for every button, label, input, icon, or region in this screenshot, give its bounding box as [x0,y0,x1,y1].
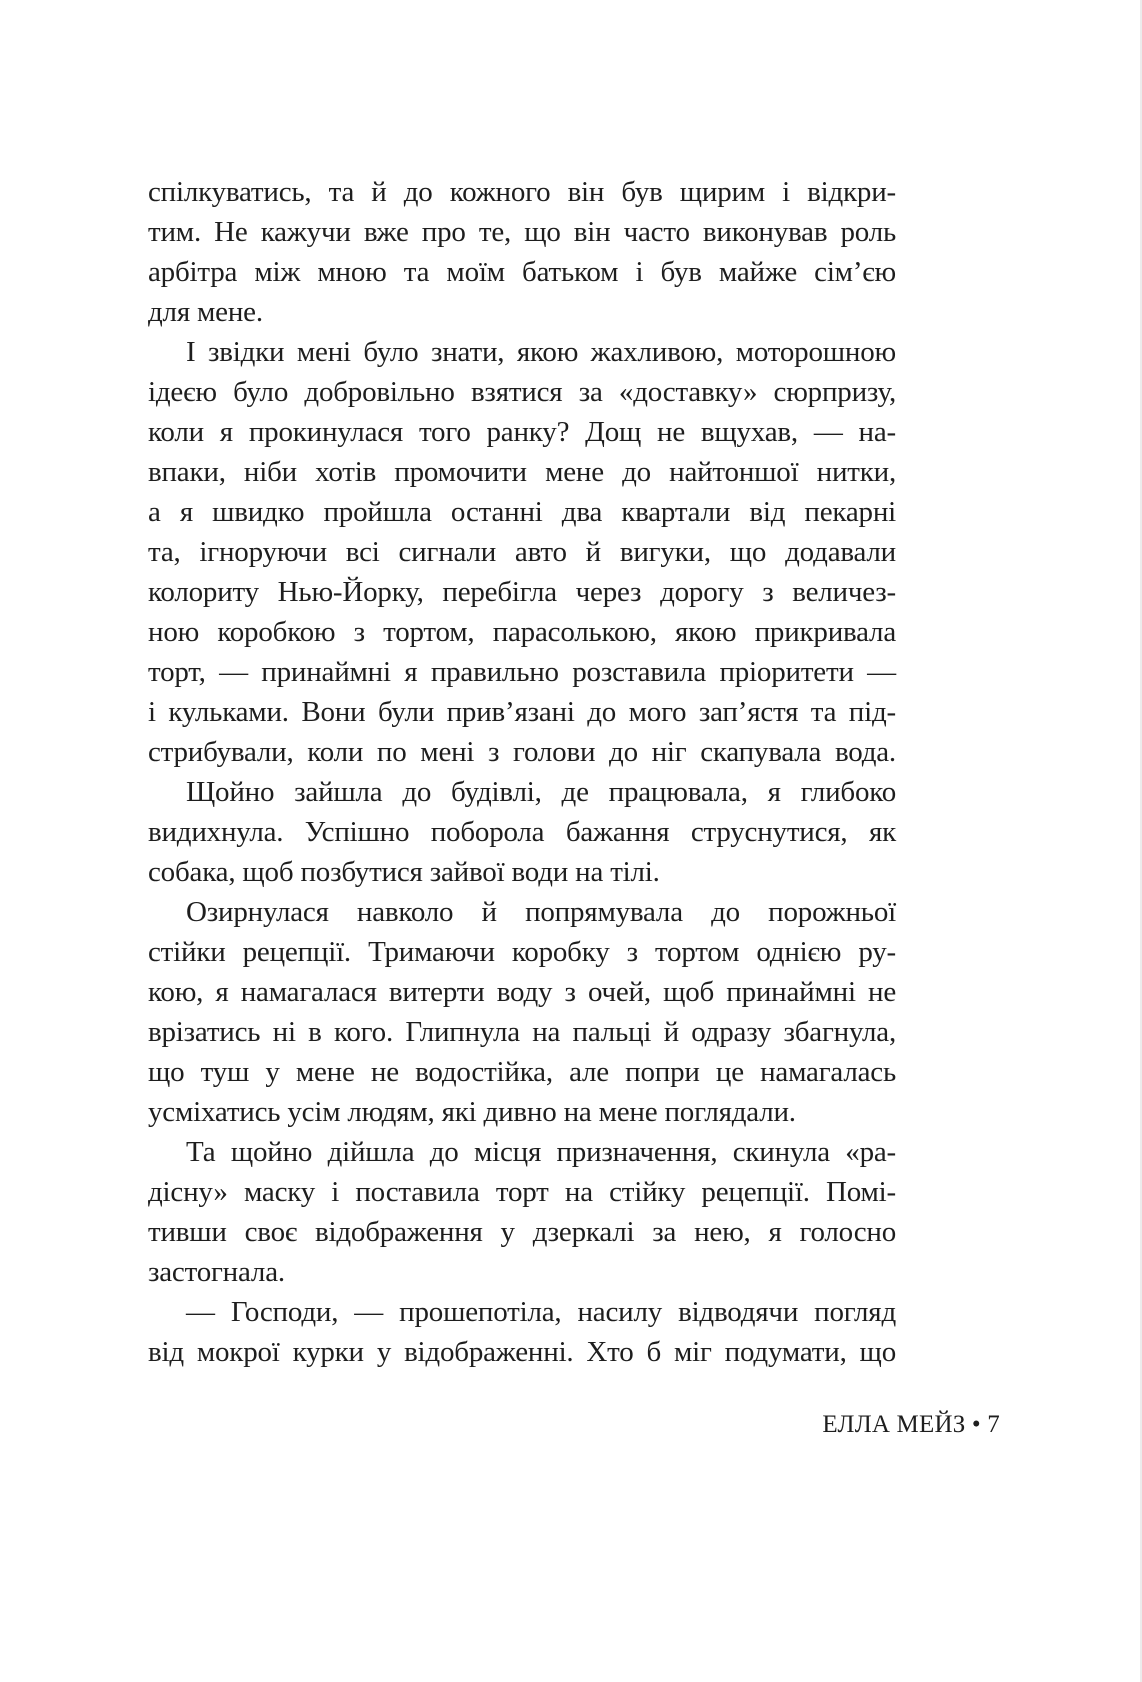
text-line: дісну» маску і поставила торт на стійку рецепції. Помі- [148,1176,896,1208]
text-line: спілкуватись, та й до кожного він був щирим і відкри- [148,176,896,208]
text-line: стрибували, коли по мені з голови до ніг скапувала вода. [148,736,896,768]
text-line: застогнала. [148,1256,285,1288]
paragraph-start-line: — Господи, — прошепотіла, насилу відводячи погляд [186,1296,896,1328]
page-footer [822,1407,1000,1443]
text-line: видихнула. Успішно поборола бажання струснутися, як [148,816,896,848]
text-line: врізатись ні в кого. Глипнула на пальці й одразу збагнула, [148,1016,896,1048]
text-line: кою, я намагалася витерти воду з очей, щоб принаймні не [148,976,896,1008]
text-line: від мокрої курки у відображенні. Хто б міг подумати, що [148,1336,896,1368]
footer-bullet: • [971,1411,981,1438]
text-line: арбітра між мною та моїм батьком і був майже сім’єю [148,256,896,288]
text-line: ідеєю було добровільно взятися за «доставку» сюрпризу, [148,376,896,408]
text-line: усміхатись усім людям, які дивно на мене поглядали. [148,1096,796,1128]
text-line: що туш у мене не водостійка, але попри це намагалась [148,1056,896,1088]
text-line: тивши своє відображення у дзеркалі за нею, я голосно [148,1216,896,1248]
running-author: ЕЛЛА МЕЙЗ [822,1411,966,1438]
paragraph-start-line: Озирнулася навколо й попрямувала до порожньої [186,896,896,928]
text-line: впаки, ніби хотів промочити мене до найтоншої нитки, [148,456,896,488]
text-line: коли я прокинулася того ранку? Дощ не вщухав, — на- [148,416,896,448]
text-line: та, ігноруючи всі сигнали авто й вигуки, що додавали [148,536,896,568]
paragraph-start-line: Та щойно дійшла до місця призначення, скинула «ра- [186,1136,896,1168]
text-line: стійки рецепції. Тримаючи коробку з тортом однією ру- [148,936,896,968]
text-line: тим. Не кажучи вже про те, що він часто виконував роль [148,216,896,248]
text-line: а я швидко пройшла останні два квартали від пекарні [148,496,896,528]
text-line: колориту Нью-Йорку, перебігла через дорогу з величез- [148,576,896,608]
text-line: для мене. [148,296,263,328]
paragraph-start-line: І звідки мені було знати, якою жахливою, моторошною [186,336,896,368]
book-page-text [148,172,896,1372]
text-line: і кульками. Вони були прив’язані до мого зап’ястя та під- [148,696,896,728]
text-line: ною коробкою з тортом, парасолькою, якою прикривала [148,616,896,648]
paragraph-start-line: Щойно зайшла до будівлі, де працювала, я глибоко [186,776,896,808]
text-line: собака, щоб позбутися зайвої води на тілі. [148,856,660,888]
page-number: 7 [987,1411,1000,1438]
text-line: торт, — принаймні я правильно розставила пріоритети — [148,656,896,688]
